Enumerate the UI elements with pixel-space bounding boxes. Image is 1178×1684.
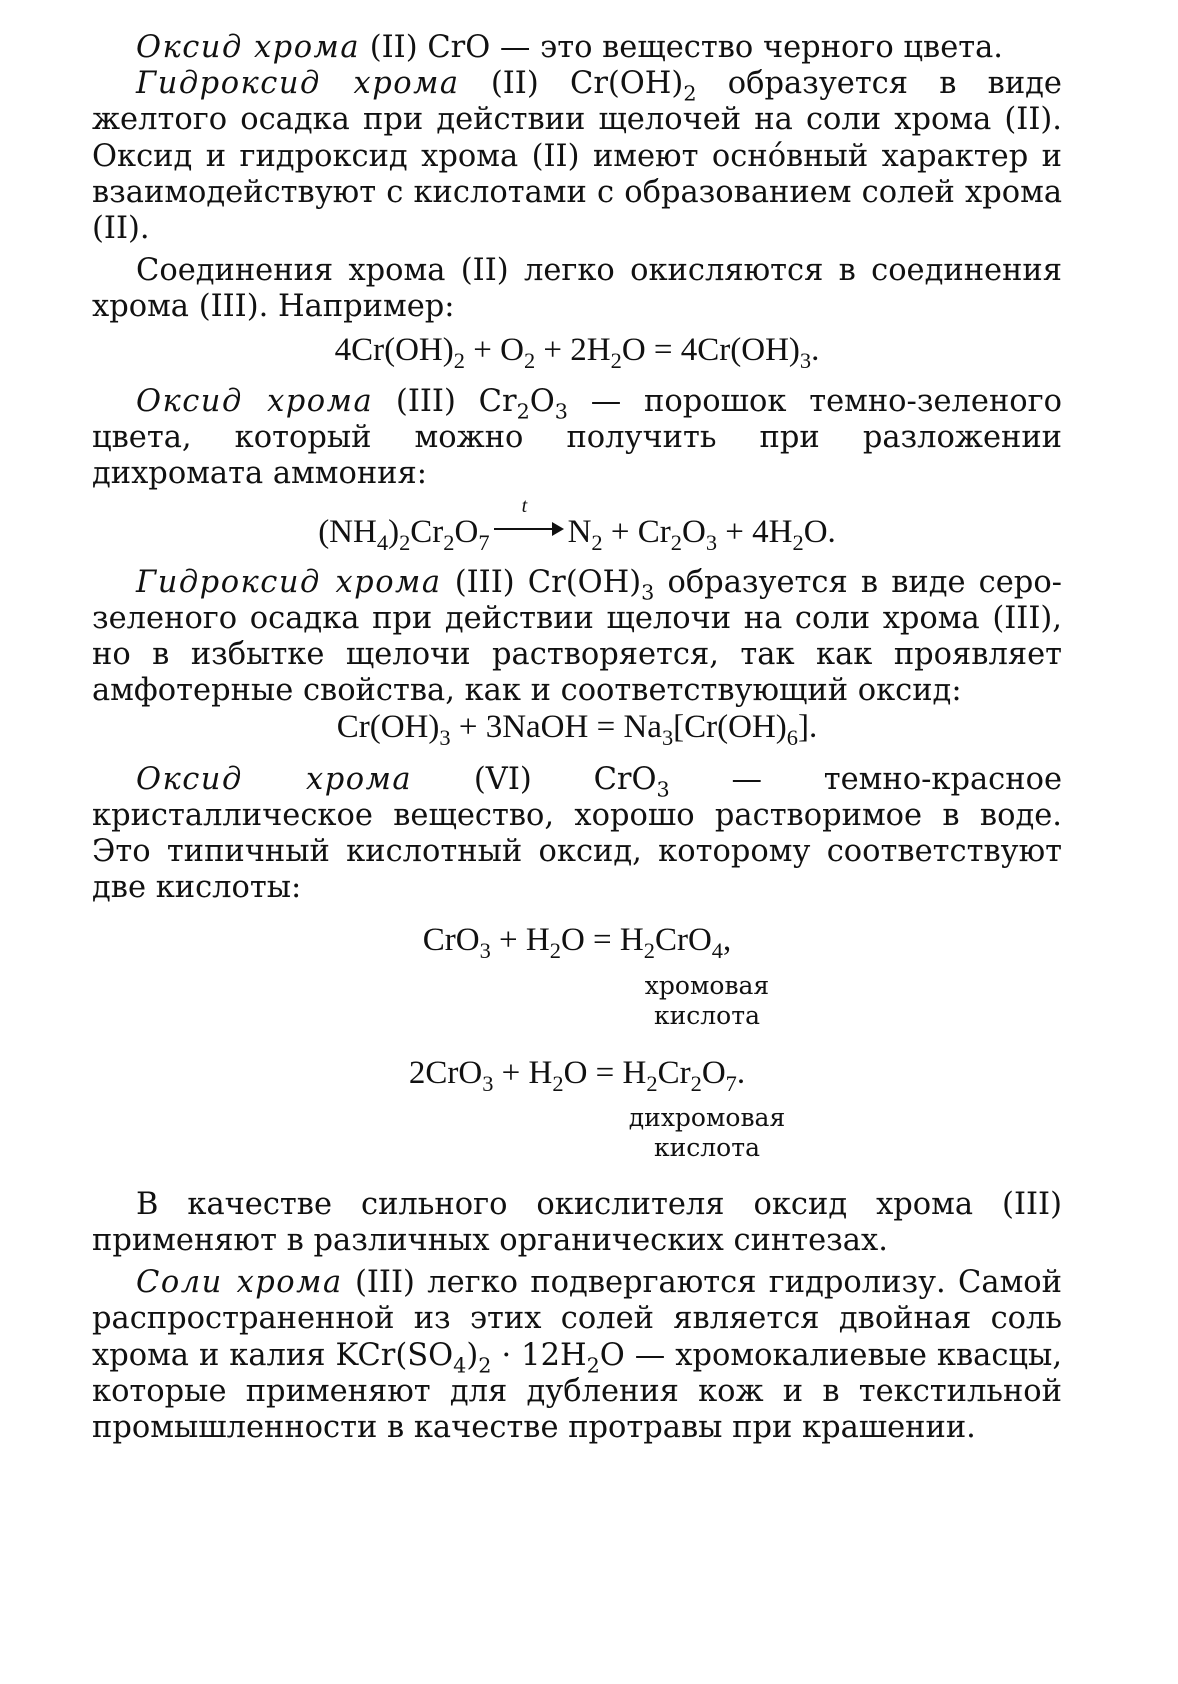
text: · 12H — [491, 1337, 587, 1373]
paragraph-cro3 — [92, 762, 1062, 907]
eq-part: 2CrO — [408, 1054, 483, 1091]
subscript: 3 — [554, 399, 568, 424]
subscript: 2 — [643, 938, 655, 964]
eq-part: + H — [490, 922, 550, 959]
eq-part: . — [736, 1054, 746, 1091]
eq-part: (NH — [318, 514, 377, 551]
subscript: 2 — [399, 530, 411, 556]
subscript: 4 — [376, 530, 389, 556]
text: (VI) CrO — [412, 761, 657, 797]
eq-part: O = H — [560, 922, 644, 959]
subscript: 6 — [786, 725, 799, 751]
subscript: 2 — [591, 530, 603, 556]
eq-part: [Cr(OH) — [673, 709, 787, 746]
label-chromic-acid — [92, 971, 1062, 1031]
term-salts-iii: Соли хрома — [136, 1265, 343, 1301]
eq-part: Cr — [657, 1054, 691, 1091]
subscript: 2 — [552, 1070, 564, 1096]
text: (III) легко подвергаются гидролизу. Самой распространенной из этих солей является двойная соль хрома и калия KCr(SO — [92, 1265, 1062, 1373]
subscript: 3 — [479, 938, 491, 964]
term-oxide-vi: Оксид хрома — [136, 761, 413, 797]
eq-part: O — [701, 1054, 726, 1091]
eq-part: + 3NaOH = Na — [450, 709, 662, 746]
textbook-page — [92, 30, 1062, 1446]
subscript: 2 — [670, 530, 682, 556]
equation-decomposition — [92, 495, 1062, 556]
subscript: 2 — [586, 1352, 600, 1377]
eq-part: , — [723, 922, 732, 959]
paragraph-oxidation: Соединения хрома (II) легко окисляются в соединения хрома (III). Например: — [92, 253, 1062, 325]
paragraph-cro — [92, 30, 1062, 66]
text: (II) Cr(OH) — [459, 66, 684, 102]
subscript: 4 — [711, 938, 724, 964]
term-oxide-ii: Оксид хрома — [136, 30, 361, 65]
eq-part: + O — [464, 331, 524, 368]
subscript: 2 — [523, 347, 536, 373]
paragraph-croh3 — [92, 565, 1062, 710]
subscript: 2 — [443, 530, 455, 556]
paragraph-oxidizer: В качестве сильного окислителя оксид хрома (III) применяют в различных органических синтезах. — [92, 1186, 1062, 1259]
subscript: 2 — [549, 938, 561, 964]
eq-part: 4Cr(OH) — [334, 331, 454, 368]
eq-part: + 4H — [717, 514, 793, 551]
eq-part: N — [567, 514, 592, 551]
equation-amphoteric — [92, 709, 1062, 751]
equation-chromic-acid — [92, 922, 1062, 964]
label-line: кислота — [654, 1132, 760, 1162]
subscript: 2 — [478, 1352, 492, 1377]
label-line: дихромовая — [628, 1102, 786, 1132]
subscript: 2 — [453, 347, 465, 373]
paragraph-croh2 — [92, 66, 1062, 247]
eq-part: O = 4Cr(OH) — [621, 331, 800, 368]
paragraph-cr2o3 — [92, 384, 1062, 493]
eq-part: + Cr — [602, 514, 671, 551]
reaction-arrow-icon — [494, 495, 564, 538]
label-line: хромовая — [644, 970, 770, 1000]
subscript: 3 — [641, 579, 655, 604]
term-hydroxide-iii: Гидроксид хрома — [136, 564, 442, 600]
eq-part: ]. — [798, 709, 818, 746]
equation-dichromic-acid — [92, 1054, 1062, 1096]
text: ) — [466, 1337, 479, 1373]
text: образуется в виде желтого осадка при действии щелочей на соли хрома (II). Оксид и гидроксид хрома (II) имеют осно́вный характер и взаимодействуют с кислотами с образованием солей хрома (II). — [92, 66, 1062, 247]
text: — порошок темно-зеленого цвета, который можно получить при разложении дихромата аммония: — [92, 383, 1062, 492]
subscript: 2 — [690, 1070, 702, 1096]
eq-part: Cr(OH) — [336, 709, 440, 746]
term-hydroxide-ii: Гидроксид хрома — [136, 66, 460, 102]
label-line: кислота — [654, 1000, 760, 1030]
eq-part: ) — [388, 514, 400, 551]
subscript: 3 — [799, 347, 812, 373]
eq-part: + 2H — [535, 331, 611, 368]
subscript: 7 — [478, 530, 490, 556]
eq-part: CrO — [422, 922, 480, 959]
term-oxide-iii: Оксид хрома — [136, 383, 374, 419]
text: O — [529, 383, 555, 419]
eq-part: O — [454, 514, 479, 551]
eq-part: . — [811, 331, 820, 368]
text: O — хромокалиевые квасцы, которые применяют для дубления кож и в текстильной промышленности в качестве протравы при крашении. — [92, 1337, 1063, 1446]
subscript: 3 — [439, 725, 451, 751]
eq-part: O — [681, 514, 706, 551]
subscript: 2 — [683, 81, 697, 106]
text: — темно-красное кристаллическое вещество, хорошо растворимое в воде. Это типичный кислотный оксид, которому соответствуют две кислоты: — [92, 761, 1062, 906]
text: образуется в виде серо-зеленого осадка при действии щелочи на соли хрома (III), но в избытке щелочи растворяется, так как проявляет амфотерные свойства, как и соответствующий оксид: — [92, 564, 1062, 709]
eq-part: CrO — [654, 922, 712, 959]
arrow-label: t — [521, 495, 528, 518]
subscript: 2 — [610, 347, 622, 373]
subscript: 3 — [705, 530, 718, 556]
subscript: 3 — [661, 725, 674, 751]
text: (III) Cr(OH) — [441, 564, 642, 600]
eq-part: Cr — [410, 514, 444, 551]
subscript: 2 — [646, 1070, 658, 1096]
subscript: 2 — [792, 530, 804, 556]
text: (II) CrO — это вещество черного цвета. — [360, 30, 1004, 65]
text: (III) Cr — [373, 383, 517, 419]
paragraph-salts — [92, 1265, 1062, 1446]
eq-part: O = H — [563, 1054, 647, 1091]
label-dichromic-acid — [92, 1103, 1062, 1163]
subscript: 2 — [516, 399, 530, 424]
equation-oxidation — [92, 331, 1062, 373]
eq-part: O. — [803, 514, 836, 551]
subscript: 4 — [453, 1352, 467, 1377]
subscript: 3 — [482, 1070, 494, 1096]
eq-part: + H — [493, 1054, 553, 1091]
subscript: 3 — [656, 776, 670, 801]
subscript: 7 — [725, 1070, 737, 1096]
